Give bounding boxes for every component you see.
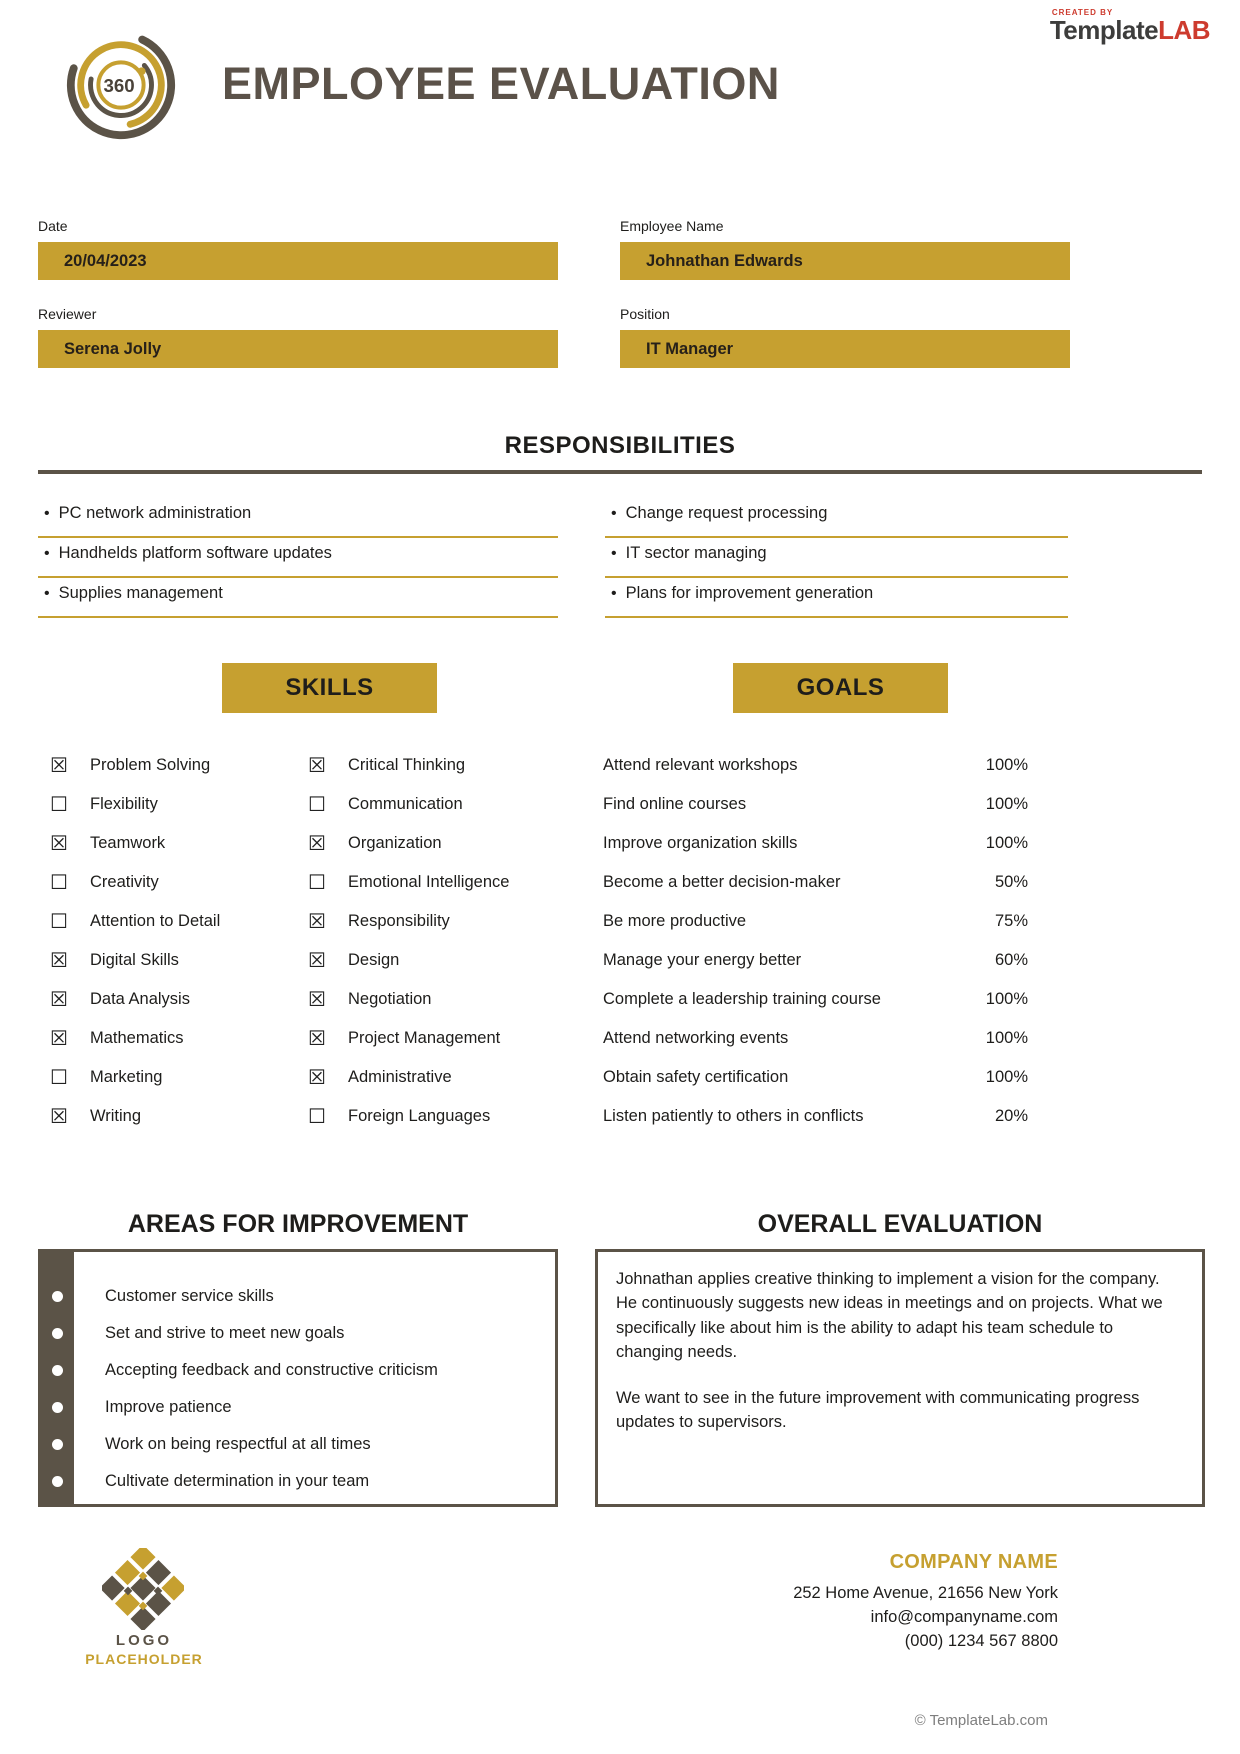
goal-row — [603, 863, 1028, 902]
responsibility-item: • Handhelds platform software updates — [38, 538, 558, 578]
logo-placeholder-line2: PLACEHOLDER — [85, 1651, 203, 1667]
goal-percentage: 20% — [994, 1107, 1028, 1125]
goal-label: Manage your energy better — [603, 951, 802, 969]
reviewer-label: Reviewer — [38, 306, 97, 322]
skill-label: Digital Skills — [90, 951, 179, 969]
logo-360-icon — [62, 22, 180, 150]
field-employee-name — [620, 218, 1070, 280]
improvement-item: Work on being respectful at all times — [105, 1426, 545, 1463]
goal-label: Listen patiently to others in conflicts — [603, 1107, 864, 1125]
responsibility-item: • PC network administration — [38, 498, 558, 538]
responsibilities-left-column — [38, 498, 558, 618]
goal-row — [603, 1058, 1028, 1097]
responsibility-item: • IT sector managing — [605, 538, 1068, 578]
skill-label: Mathematics — [90, 1029, 184, 1047]
goal-label: Find online courses — [603, 795, 747, 813]
company-phone: (000) 1234 567 8800 — [904, 1632, 1058, 1650]
skill-checkbox[interactable]: ☐ — [50, 793, 68, 816]
responsibilities-right-column — [605, 498, 1068, 618]
improvement-stripe — [41, 1252, 74, 1504]
skill-row — [308, 941, 578, 980]
skill-row — [50, 1058, 305, 1097]
skill-checkbox[interactable]: ☒ — [308, 1066, 326, 1089]
skill-row — [308, 785, 578, 824]
skill-label: Administrative — [348, 1068, 452, 1086]
goal-row — [603, 785, 1028, 824]
skill-label: Problem Solving — [90, 756, 211, 774]
skill-label: Communication — [348, 795, 463, 813]
goal-percentage: 100% — [985, 1068, 1028, 1086]
improvement-item: Customer service skills — [105, 1278, 545, 1315]
goal-row — [603, 824, 1028, 863]
responsibility-item: • Supplies management — [38, 578, 558, 618]
skill-label: Project Management — [348, 1029, 501, 1047]
responsibilities-divider — [38, 470, 1202, 474]
improvement-item: Set and strive to meet new goals — [105, 1315, 545, 1352]
improvement-item: Accepting feedback and constructive criticism — [105, 1352, 545, 1389]
logo-360-text: 360 — [103, 74, 135, 96]
skill-checkbox[interactable]: ☒ — [50, 754, 68, 777]
skill-checkbox[interactable]: ☐ — [50, 1066, 68, 1089]
skill-row — [308, 824, 578, 863]
templatelab-logo — [1050, 8, 1210, 43]
templatelab-credit-link[interactable]: © TemplateLab.com — [914, 1712, 1048, 1729]
skill-checkbox[interactable]: ☐ — [308, 793, 326, 816]
skills-column-left — [50, 746, 305, 1136]
employee-name-field[interactable]: Johnathan Edwards — [620, 242, 1070, 280]
goal-label: Obtain safety certification — [603, 1068, 789, 1086]
brand-template-text: Template — [1049, 15, 1159, 45]
field-position — [620, 306, 1070, 368]
field-date — [38, 218, 558, 280]
responsibilities-heading: RESPONSIBILITIES — [504, 432, 736, 459]
skill-label: Emotional Intelligence — [348, 873, 510, 891]
position-label: Position — [620, 306, 670, 322]
company-address: 252 Home Avenue, 21656 New York — [793, 1584, 1058, 1602]
skill-row — [50, 902, 305, 941]
goal-label: Become a better decision-maker — [603, 873, 841, 891]
skill-checkbox[interactable]: ☒ — [50, 949, 68, 972]
brand-name — [1050, 17, 1210, 43]
skill-label: Flexibility — [90, 795, 158, 813]
skill-checkbox[interactable]: ☒ — [50, 1027, 68, 1050]
goal-percentage: 100% — [985, 834, 1028, 852]
improvement-box — [38, 1249, 558, 1507]
date-field[interactable]: 20/04/2023 — [38, 242, 558, 280]
field-reviewer — [38, 306, 558, 368]
skill-row — [50, 824, 305, 863]
date-label: Date — [38, 218, 68, 234]
page-title: EMPLOYEE EVALUATION — [222, 58, 780, 109]
position-field[interactable]: IT Manager — [620, 330, 1070, 368]
skill-checkbox[interactable]: ☒ — [50, 988, 68, 1011]
improvement-item: Cultivate determination in your team — [105, 1463, 545, 1500]
skill-row — [308, 863, 578, 902]
skill-checkbox[interactable]: ☐ — [308, 871, 326, 894]
skill-row — [308, 746, 578, 785]
skill-row — [50, 980, 305, 1019]
goal-percentage: 100% — [985, 756, 1028, 774]
goals-heading: GOALS — [733, 663, 948, 713]
goal-percentage: 100% — [985, 990, 1028, 1008]
goal-label: Be more productive — [603, 912, 747, 930]
logo-placeholder-line1: LOGO — [115, 1632, 173, 1649]
skill-label: Design — [348, 951, 400, 969]
skill-row — [308, 1058, 578, 1097]
overall-box — [595, 1249, 1205, 1507]
company-info — [600, 1551, 1058, 1653]
skill-label: Marketing — [90, 1068, 163, 1086]
overall-paragraph: Johnathan applies creative thinking to implement a vision for the company. He continuously suggests new ideas in meetings and on projects. What we specifically like about him is the ability to adapt his team schedule to changing needs. — [616, 1270, 1163, 1361]
skill-checkbox[interactable]: ☐ — [50, 910, 68, 933]
skill-label: Attention to Detail — [90, 912, 221, 930]
skill-row — [50, 1097, 305, 1136]
skill-label: Negotiation — [348, 990, 432, 1008]
skill-label: Responsibility — [348, 912, 450, 930]
company-name: COMPANY NAME — [889, 1551, 1058, 1573]
skill-checkbox[interactable]: ☒ — [308, 949, 326, 972]
skill-row — [50, 1019, 305, 1058]
goal-percentage: 50% — [994, 873, 1028, 891]
goal-row — [603, 1019, 1028, 1058]
logo-placeholder-icon — [102, 1548, 184, 1630]
goal-row — [603, 902, 1028, 941]
skill-row — [50, 746, 305, 785]
company-email: info@companyname.com — [870, 1608, 1058, 1626]
reviewer-field[interactable]: Serena Jolly — [38, 330, 558, 368]
skill-checkbox[interactable]: ☒ — [308, 910, 326, 933]
skill-checkbox[interactable]: ☒ — [308, 754, 326, 777]
responsibility-item: • Change request processing — [605, 498, 1068, 538]
skill-checkbox[interactable]: ☒ — [308, 832, 326, 855]
skill-label: Data Analysis — [90, 990, 190, 1008]
skill-row — [308, 980, 578, 1019]
goal-row — [603, 980, 1028, 1019]
goal-label: Improve organization skills — [603, 834, 798, 852]
skill-label: Critical Thinking — [348, 756, 466, 774]
skill-label: Foreign Languages — [348, 1107, 491, 1125]
skill-label: Organization — [348, 834, 442, 852]
created-by-label: CREATED BY — [1051, 8, 1114, 17]
goals-list — [603, 746, 1028, 1136]
goal-percentage: 100% — [985, 1029, 1028, 1047]
employee-name-label: Employee Name — [620, 218, 724, 234]
responsibility-item: • Plans for improvement generation — [605, 578, 1068, 618]
skill-row — [50, 941, 305, 980]
skill-checkbox[interactable]: ☐ — [50, 871, 68, 894]
skills-column-right — [308, 746, 578, 1136]
skill-row — [50, 785, 305, 824]
skill-checkbox[interactable]: ☐ — [308, 1105, 326, 1128]
degree-dot — [138, 67, 146, 75]
improvement-item: Improve patience — [105, 1389, 545, 1426]
skill-row — [308, 1019, 578, 1058]
skill-checkbox[interactable]: ☒ — [308, 988, 326, 1011]
goal-label: Complete a leadership training course — [603, 990, 881, 1008]
skill-label: Creativity — [90, 873, 159, 891]
skill-row — [308, 902, 578, 941]
goal-percentage: 75% — [994, 912, 1028, 930]
skills-heading: SKILLS — [222, 663, 437, 713]
skill-row — [50, 863, 305, 902]
goal-row — [603, 1097, 1028, 1136]
goal-label: Attend networking events — [603, 1029, 789, 1047]
skill-row — [308, 1097, 578, 1136]
skill-label: Teamwork — [90, 834, 166, 852]
goal-percentage: 60% — [994, 951, 1028, 969]
overall-paragraph: We want to see in the future improvement with communicating progress updates to supervisors. — [616, 1389, 1140, 1432]
skill-checkbox[interactable]: ☒ — [50, 832, 68, 855]
skill-label: Writing — [90, 1107, 142, 1125]
skill-checkbox[interactable]: ☒ — [50, 1105, 68, 1128]
brand-lab-text: LAB — [1158, 15, 1210, 45]
goal-row — [603, 746, 1028, 785]
overall-heading: OVERALL EVALUATION — [757, 1210, 1043, 1238]
goal-percentage: 100% — [985, 795, 1028, 813]
goal-row — [603, 941, 1028, 980]
improvement-list — [41, 1252, 555, 1500]
skill-checkbox[interactable]: ☒ — [308, 1027, 326, 1050]
improvement-heading: AREAS FOR IMPROVEMENT — [127, 1210, 469, 1238]
goal-label: Attend relevant workshops — [603, 756, 798, 774]
